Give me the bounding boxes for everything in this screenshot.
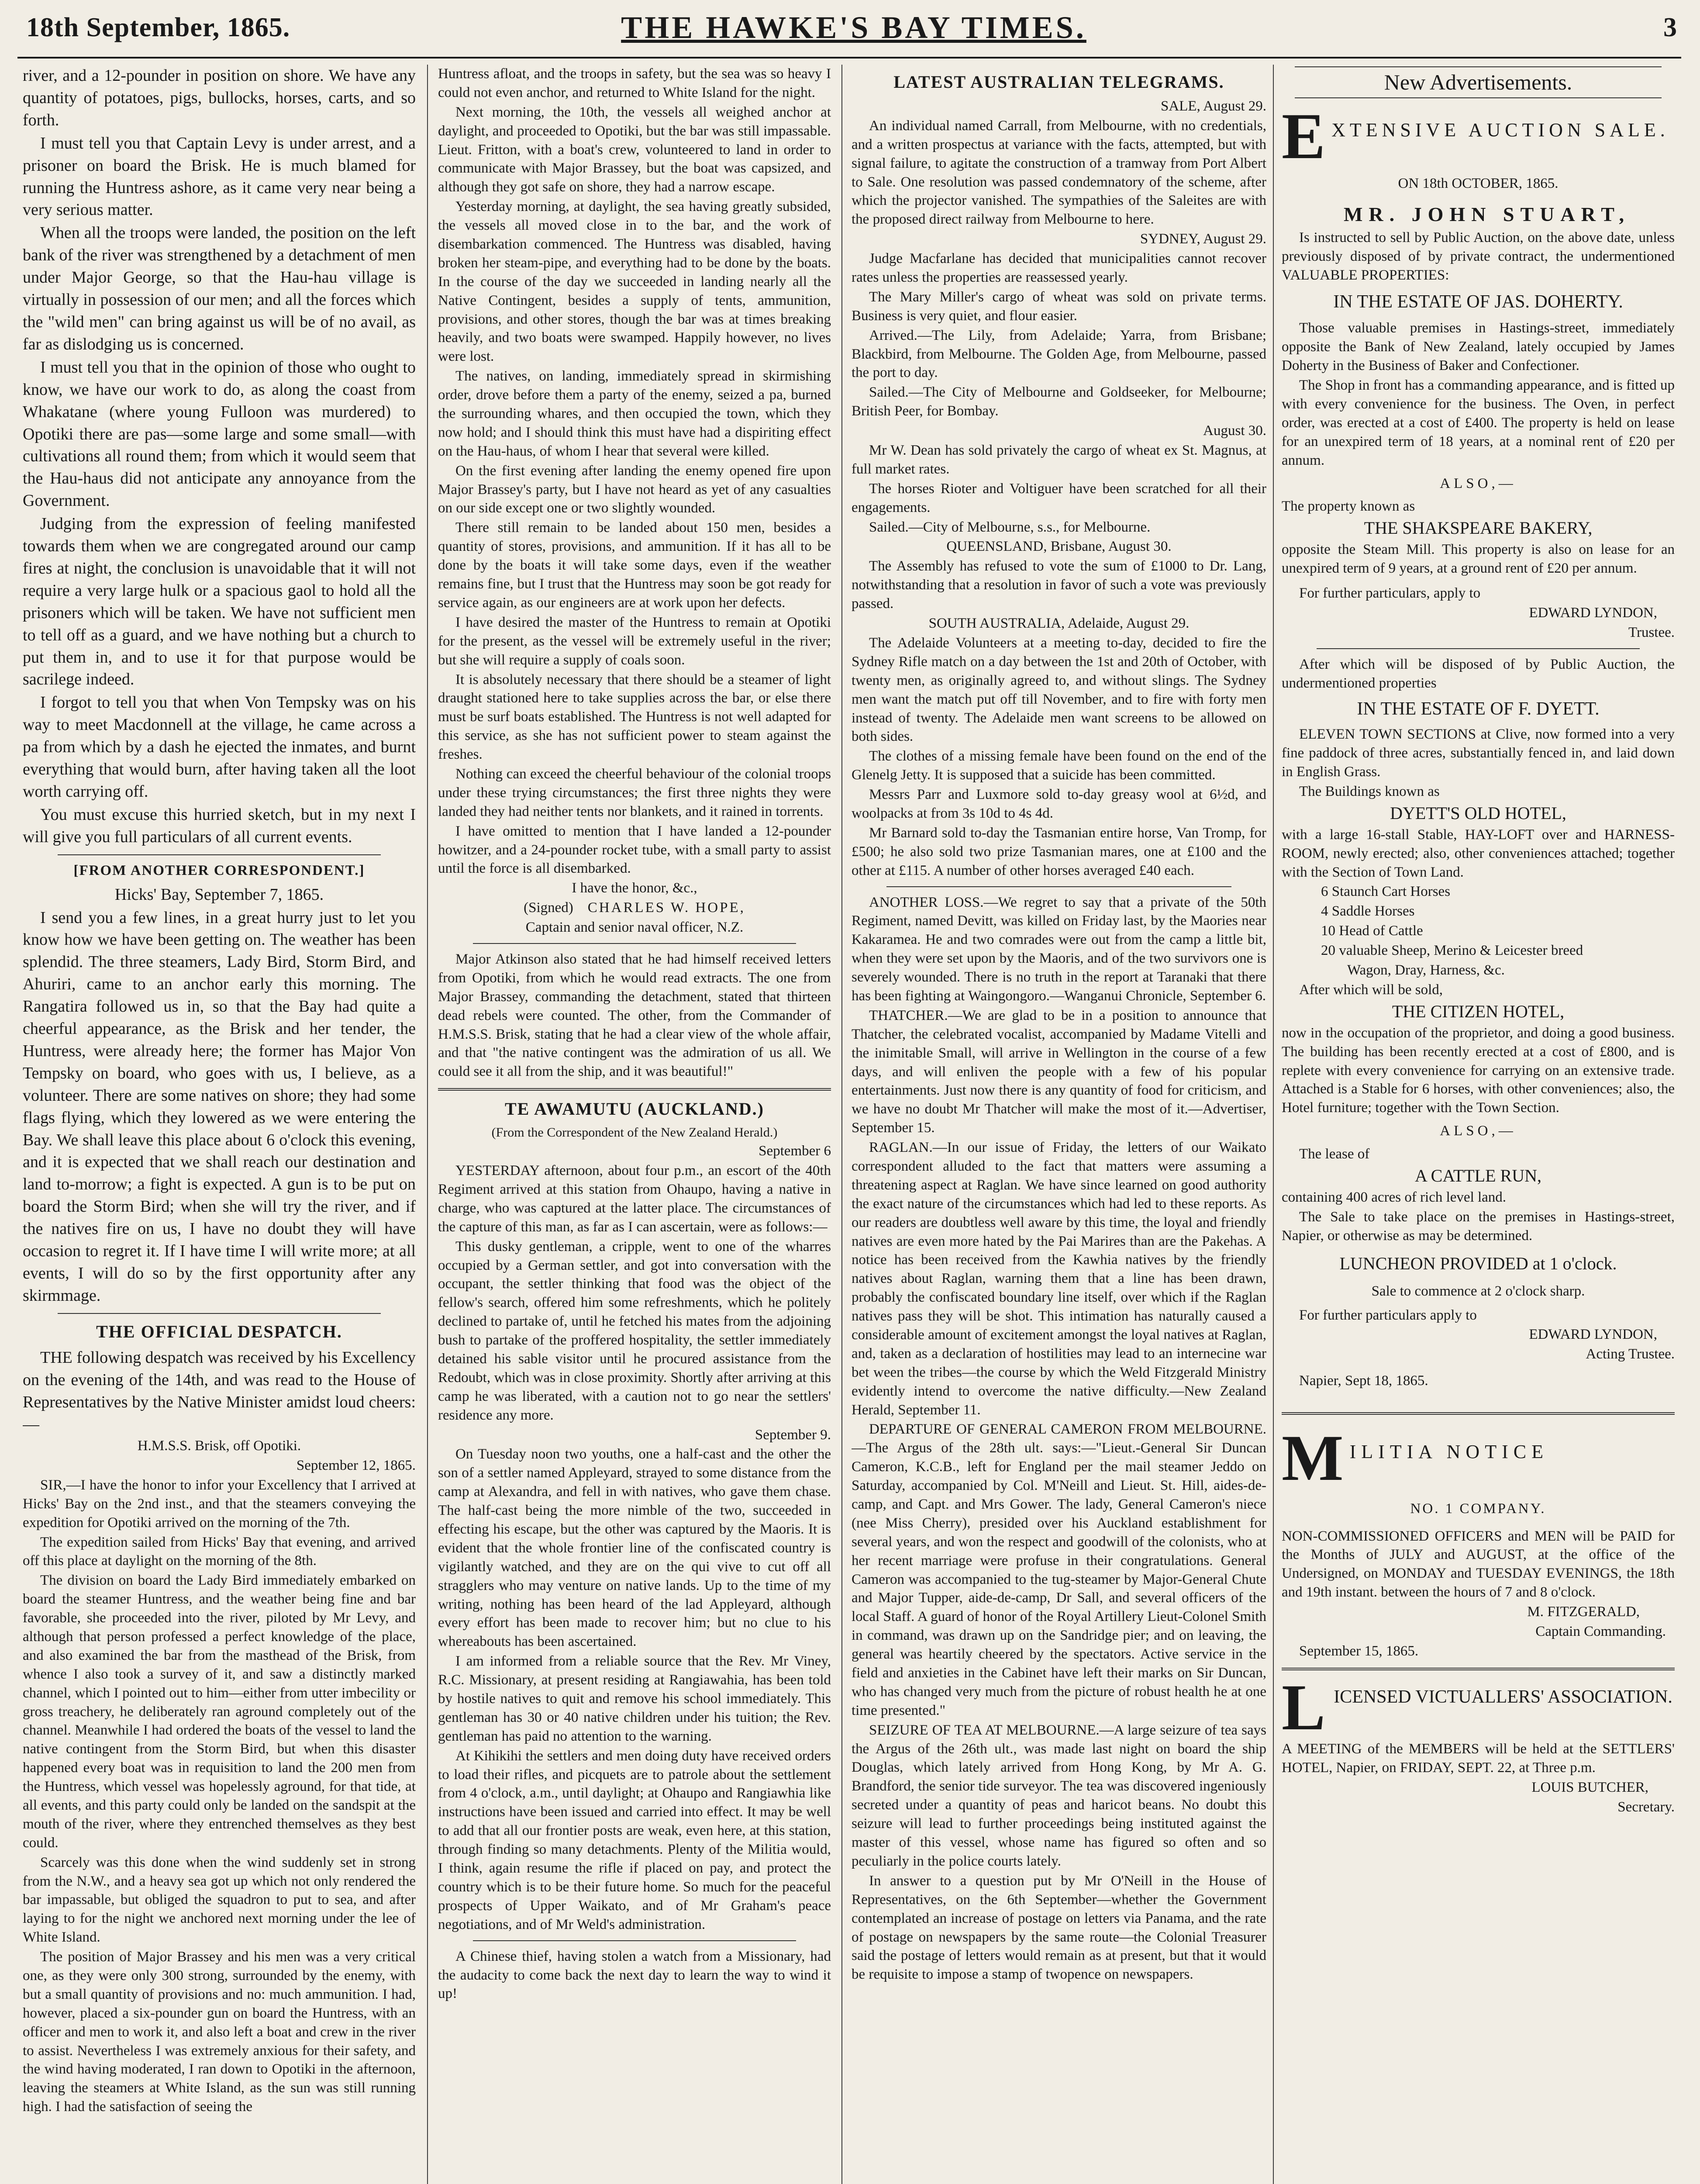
paragraph: with a large 16-stall Stable, HAY-LOFT over and HARNESS-ROOM, newly erected; also, other conveniences attached; together with the Section of Town Land. (1282, 826, 1675, 880)
sale-time: Sale to commence at 2 o'clock sharp. (1371, 1283, 1585, 1299)
paragraph: The position of Major Brassey and his men was a very critical one, as they were only 300 strong, surrounded by the enemy, with but a small quantity of provisions and no: much ammunition. I had, however, placed a six-pounder gun on board the Huntress, with an officer and men to work it, and also left a boat and crew in the river to assist. Nevertheless I was extremely anxious for their safety, and the wind having moderated, I ran down to Opotiki in the afternoon, leaving the steamers at White Island, as the sun was still running high. I had the satisfaction of seeing the (23, 1949, 416, 2115)
paragraph: I am informed from a reliable source that the Rev. Mr Viney, R.C. Missionary, at present residing at Rangiawahia, has been told by hostile natives to quit and remove his school immediately. This gentleman has 30 or 40 native children under his tuition; the Rev. gentleman has paid no attention to the warning. (438, 1653, 831, 1744)
paragraph: Mr Barnard sold to-day the Tasmanian entire horse, Van Tromp, for £500; he also sold two prize Tasmanian mares, one at £100 and the other at £115. A number of other horses averaged £40 each. (852, 825, 1266, 878)
militia-ad-title (1282, 1428, 1675, 1486)
ad-title: ICENSED VICTUALLERS' ASSOCIATION. (1334, 1686, 1672, 1707)
agent-name: EDWARD LYNDON, (1529, 605, 1657, 621)
paragraph: After which will be sold, (1299, 981, 1443, 998)
company-name: NO. 1 COMPANY. (1410, 1500, 1546, 1517)
dateline: Hicks' Bay, September 7, 1865. (114, 885, 324, 904)
column-divider (1273, 65, 1274, 2184)
paragraph: I must tell you that in the opinion of those who ought to know, we have our work to do, as along the coast from Whakatane (where young Fulloon was murdered) to Opotiki there are pas—some large and some small—with cultivations all round them; from which it would seem that the Hau-haus did not anticipate any annoyance from the Government. (23, 358, 416, 510)
paragraph: This dusky gentleman, a cripple, went to one of the wharres occupied by a German settler, and got into conversation with the occupant, the settler thinking that food was the object of the fellow's search, offered him some refreshments, which he politely declined to partake of, until he fetched his mates from the adjoining bush to partake of the proffered hospitality, the settler immediately detained his sable visitor until he procured assistance from the Redoubt, which was in close proximity. Shortly after arriving at this camp he was liberated, with a caution not to go near the settlers' residence any more. (438, 1238, 831, 1423)
column-3 (852, 65, 1266, 2184)
column-1 (23, 65, 416, 2184)
signature-line (438, 898, 831, 917)
sign-closing: I have the honor, &c., (572, 880, 697, 896)
dateline: SALE, August 29. (1160, 98, 1266, 114)
paragraph: The Assembly has refused to vote the sum of £1000 to Dr. Lang, notwithstanding that a resolution in favor of such a vote was previously passed. (852, 558, 1266, 612)
drop-cap: E (1282, 106, 1326, 165)
paragraph: I have omitted to mention that I have landed a 12-pounder howitzer, and a 24-pounder rocket tube, with a small party to assist until the force is all disembarked. (438, 823, 831, 877)
agent-role: Acting Trustee. (1586, 1346, 1675, 1362)
page-number: 3 (1663, 13, 1677, 42)
divider (1317, 648, 1640, 649)
paragraph: The division on board the Lady Bird immediately embarked on board the steamer Huntress, and the weather being fine and bar favorable, she proceeded into the river, piloted by Mr Levy, and although that person professed a perfect knowledge of the place, and also examined the bar from the masthead of the Brisk, from whence I also took a survey of it, and saw a distinctly marked channel, which I pointed out to him—either from utter imbecility or gross treachery, he deliberately ran aground completely out of the channel. Meanwhile I had ordered the boats of the vessel to land the native contingent from the Storm Bird, but when this disaster happened every boat was in requisition to land the 200 men from the Huntress, which vessel was hopelessly aground, for that tide, at all events, and this party could only be landed on the sandspit at the mouth of the river, where they entrenched themselves as they best could. (23, 1572, 416, 1851)
dateline: September 6 (759, 1143, 831, 1159)
paragraph: ANOTHER LOSS.—We regret to say that a private of the 50th Regiment, named Devitt, was killed on Friday last, by the Maories near Kakaramea. He and two comrades were out from the camp a little bit, when they were set upon by the Maoris, and of the two survivors one is severely wounded. There is no truth in the report at Taranaki that there has been fighting at Waingongoro.—Wanganui Chronicle, September 6. (852, 894, 1266, 1004)
section-heading: TE AWAMUTU (AUCKLAND.) (504, 1099, 765, 1119)
signed-label: (Signed) (524, 900, 573, 916)
paragraph: The Sale to take place on the premises in Hastings-street, Napier, or otherwise as may be determined. (1282, 1209, 1675, 1244)
signatory-rank: Captain and senior naval officer, N.Z. (525, 919, 744, 936)
lva-ad-title (1282, 1677, 1675, 1736)
stock-item: 4 Saddle Horses (1321, 903, 1415, 919)
divider (58, 854, 381, 855)
paragraph: The Buildings known as (1299, 783, 1440, 799)
column-4-advertisements (1282, 65, 1675, 2184)
masthead-rule (17, 57, 1681, 59)
paragraph: SEIZURE OF TEA AT MELBOURNE.—A large seizure of tea says the Argus of the 26th ult., was made last night on board the ship Douglas, which lately arrived from Hong Kong, by Mr A. G. Brandford, the senior tide surveyor. The tea was discovered ingeniously secreted under a quantity of peas and haricot beans. No doubt this seizure will lead to further proceedings being instituted against the master of this vessel, whose name has figured so often and so peculiarly in the police courts lately. (852, 1722, 1266, 1869)
secretary-name: LOUIS BUTCHER, (1531, 1780, 1648, 1796)
paragraph: containing 400 acres of rich level land. (1282, 1189, 1507, 1205)
double-divider (438, 1088, 831, 1091)
officer-name: M. FITZGERALD, (1527, 1604, 1640, 1620)
paragraph: I send you a few lines, in a great hurry just to let you know how we have been getting on. The weather has been splendid. The three steamers, Lady Bird, Storm Bird, and Ahuriri, came to an anchor early this morning. The Rangatira followed us in, so that the Bay had quite a cheerful appearance, as the Brisk and her tender, the Huntress, were already here; the former has Major Von Tempsky on board, who goes with us, I believe, as a volunteer. There are some natives on shore; they had some flags flying, which they lowered as we were entering the Bay. We shall leave this place about 6 o'clock this evening, and it is expected that we shall reach our destination and land to-morrow; a fight is expected. A gun is to be put on board the Storm Bird; when she will try the river, and if the natives fire on us, I have no doubt they will have occasion to regret it. If I have time I will write more; at all events, I will do so by the first opportunity after any skirmmage. (23, 908, 416, 1305)
stock-item: 10 Head of Cattle (1321, 923, 1423, 939)
paragraph: The lease of (1299, 1146, 1370, 1162)
auction-date: ON 18th OCTOBER, 1865. (1398, 175, 1559, 191)
also-label: ALSO,— (1440, 1123, 1517, 1139)
paragraph: In answer to a question put by Mr O'Neill in the House of Representatives, on the 6th September—whether the Government contemplated an increase of postage on letters via Panama, and the rate of postage on newspapers by the same route—the Colonial Treasurer said the postage of letters would remain as at present, but that it would be requisite to impose a stamp of twopence on newspapers. (852, 1873, 1266, 1983)
paragraph: A Chinese thief, having stolen a watch from a Missionary, had the audacity to come back the next day to learn the way to wind it up! (438, 1948, 831, 2002)
paragraph: opposite the Steam Mill. This property is also on lease for an unexpired term of 9 years, at a ground rent of £20 per annum. (1282, 542, 1675, 577)
paragraph: Judging from the expression of feeling manifested towards them when we are congregated around our camp fires at night, the conclusion is unavoidable that it will not require a very large hulk or a spacious gaol to hold all the prisoners which will be taken. We have not sufficient men to tell off as a guard, and we have nothing but a church to put them in, and to use it for that purpose would be sacrilege indeed. (23, 515, 416, 689)
agent-role: Trustee. (1628, 624, 1675, 640)
estate-heading: IN THE ESTATE OF F. DYETT. (1357, 698, 1600, 719)
paragraph: Scarcely was this done when the wind suddenly set in strong from the N.W., and a heavy sea got up which not only rendered the bar impassable, but obliged the squadron to put to sea, and after laying to for the night we anchored next morning under the lee of White Island. (23, 1854, 416, 1946)
despatch-from: H.M.S.S. Brisk, off Opotiki. (137, 1438, 301, 1454)
drop-cap: M (1282, 1428, 1344, 1486)
column-2 (438, 65, 831, 2184)
paragraph: now in the occupation of the proprietor, and doing a good business. The building has been recently erected at a cost of £800, and is replete with every convenience for carrying on an extensive trade. Attached is a Stable for 6 horses, with other conveniences; also, the Hotel furniture; together with the Town Section. (1282, 1025, 1675, 1116)
paragraph: I must tell you that Captain Levy is under arrest, and a prisoner on board the Brisk. He is much blamed for running the Huntress ashore, as it came very near being a very serious matter. (23, 134, 416, 219)
paragraph: A MEETING of the MEMBERS will be held at the SETTLERS' HOTEL, Napier, on FRIDAY, SEPT. 22, at Three p.m. (1282, 1741, 1675, 1776)
section-heading: THE OFFICIAL DESPATCH. (96, 1321, 342, 1341)
paragraph: On the first evening after landing the enemy opened fire upon Major Brassey's party, but I have not heard as yet of any casualties on our side except one or two slightly wounded. (438, 463, 831, 516)
dateline: September 9. (755, 1427, 831, 1443)
paragraph: The natives, on landing, immediately spread in skirmishing order, drove before them a party of the enemy, seized a pa, burned the surrounding whares, and then occupied the town, which they now hold; and I should think this must have had a dispiriting effect on the Hau-haus, of whom I hear that several were killed. (438, 368, 831, 459)
paragraph: Yesterday morning, at daylight, the sea having greatly subsided, the vessels all moved close in to the bar, and the work of disembarkation commenced. The Huntress was disabled, having broken her steam-pipe, and everything had to be done by the boats. In the course of the day we succeeded in landing nearly all the Native Contingent, besides a supply of tents, ammunition, provisions, and other stores, though the bar was at times breaking heavily, and two boats were swamped. Happily however, no lives were lost. (438, 199, 831, 365)
paragraph: NON-COMMISSIONED OFFICERS and MEN will be PAID for the Months of JULY and AUGUST, at the office of the Undersigned, on MONDAY and TUESDAY EVENINGS, the 18th and 19th instant. between the hours of 7 and 8 o'clock. (1282, 1528, 1675, 1600)
property-name: THE SHAKSPEARE BAKERY, (1364, 518, 1593, 538)
divider (886, 886, 1231, 887)
also-label: ALSO,— (1440, 475, 1517, 491)
paragraph: Nothing can exceed the cheerful behaviour of the colonial troops under these trying circumstances; the first three nights they were landed they had neither tents nor blankets, and it rained in torrents. (438, 766, 831, 819)
paragraph: I forgot to tell you that when Von Tempsky was on his way to meet Macdonnell at the village, he came across a pa from which by a dash he ejected the inmates, and burnt everything that would burn, after having taken all the loot worth carrying off. (23, 693, 416, 801)
paragraph: The clothes of a missing female have been found on the end of the Glenelg Jetty. It is supposed that a suicide has been committed. (852, 748, 1266, 783)
paragraph: Judge Macfarlane has decided that municipalities cannot recover rates unless the properties are reassessed yearly. (852, 251, 1266, 286)
paragraph: RAGLAN.—In our issue of Friday, the letters of our Waikato correspondent alluded to the fact that matters were assuming a threatening aspect at Raglan. We have since learned on good authority the exact nature of the circumstances which had led to these reports. As our readers are doubtless well aware by this time, the loyal and friendly natives are even more hated by the Pai Marires than are the Pakehas. A notice has been received from the Kawhia natives by the friendly natives about Raglan, warning them that a line has been drawn, probably the confiscated boundary line itself, over which if the Raglan natives pass they will be shot. This intimation has naturally caused a considerable amount of excitement amongst the loyal natives at Raglan, and, taken as a declaration of hostilities may lead to an internecine war bet ween the tribes—the course by which the Weld Fitzgerald Ministry evidently intend to overcome the native difficulty.—New Zealand Herald, September 11. (852, 1140, 1266, 1418)
ad-dateline: Napier, Sept 18, 1865. (1299, 1373, 1428, 1389)
paragraph: The expedition sailed from Hicks' Bay that evening, and arrived off this place at daylight on the morning of the 8th. (23, 1534, 416, 1569)
advertisements-header: New Advertisements. (1295, 66, 1662, 98)
dateline: SOUTH AUSTRALIA, Adelaide, August 29. (928, 615, 1190, 632)
dateline: August 30. (1203, 423, 1266, 439)
luncheon-notice: LUNCHEON PROVIDED at 1 o'clock. (1339, 1253, 1617, 1273)
paragraph: For further particulars apply to (1299, 1307, 1477, 1323)
column-divider (427, 65, 428, 2184)
paragraph: Those valuable premises in Hastings-street, immediately opposite the Bank of New Zealand, lately occupied by James Doherty in the Business of Baker and Confectioner. (1282, 320, 1675, 374)
ad-title: ILITIA NOTICE (1349, 1441, 1548, 1463)
ad-dateline: September 15, 1865. (1299, 1643, 1419, 1659)
source-line: (From the Correspondent of the New Zealand Herald.) (491, 1125, 778, 1140)
estate-heading: IN THE ESTATE OF JAS. DOHERTY. (1333, 291, 1623, 312)
officer-role: Captain Commanding. (1535, 1623, 1666, 1639)
paragraph: Arrived.—The Lily, from Adelaide; Yarra, from Brisbane; Blackbird, from Melbourne. The Golden Age, from Melbourne, passed the port to day. (852, 327, 1266, 381)
paragraph: You must excuse this hurried sketch, but in my next I will give you full particulars of all current events. (23, 805, 416, 846)
issue-date: 18th September, 1865. (26, 13, 290, 42)
property-name: A CATTLE RUN, (1415, 1166, 1541, 1185)
paragraph: The Mary Miller's cargo of wheat was sold on private terms. Business is very quiet, and flour easier. (852, 289, 1266, 324)
masthead (26, 10, 1681, 53)
paragraph: After which will be disposed of by Public Auction, the undermentioned properties (1282, 656, 1675, 691)
divider (58, 1313, 381, 1314)
paragraph: I have desired the master of the Huntress to remain at Opotiki for the present, as the vessel will be extremely useful in the river; but she will require a supply of coals soon. (438, 614, 831, 668)
auctioneer: MR. JOHN STUART, (1344, 203, 1630, 226)
ad-title: XTENSIVE AUCTION SALE. (1331, 119, 1669, 141)
paragraph: The Shop in front has a commanding appearance, and is fitted up with every convenience for the business. The Oven, in perfect order, was erected at a cost of £400. The property is held on lease for an unexpired term of 18 years, at a nominal rent of £20 per annum. (1282, 377, 1675, 468)
property-name: DYETT'S OLD HOTEL, (1390, 803, 1566, 823)
property-name: THE CITIZEN HOTEL, (1392, 1001, 1565, 1021)
paragraph: The Adelaide Volunteers at a meeting to-day, decided to fire the Sydney Rifle match on a day between the 1st and 20th of October, with twenty men, as originally agreed to, and without slings. The Sydney men want the match put off till November, and to fire with forty men instead of twenty. The Adelaide men want screens to be allowed on both sides. (852, 635, 1266, 745)
paragraph: Next morning, the 10th, the vessels all weighed anchor at daylight, and proceeded to Opotiki, but the bar was still impassable. Lieut. Fritton, with a boat's crew, volunteered to land in order to communicate with Major Brassey, but the boat was capsized, and although they got safe on shore, they had a narrow escape. (438, 104, 831, 195)
paragraph: ELEVEN TOWN SECTIONS at Clive, now formed into a very fine paddock of three acres, substantially fenced in, and laid down in English Grass. (1282, 726, 1675, 780)
paragraph: An individual named Carrall, from Melbourne, with no credentials, and a written prospectus at variance with the facts, attempted, but with signal failure, to agitate the construction of a tramway from Port Albert to Sale. One resolution was passed condemnatory of the scheme, after which the projector vanished. The sympathies of the Saleites are with the proposed direct railway from Melbourne to here. (852, 117, 1266, 228)
paragraph: Sailed.—The City of Melbourne and Goldseeker, for Melbourne; British Peer, for Bombay. (852, 384, 1266, 419)
paragraph: Major Atkinson also stated that he had himself received letters from Opotiki, from which he would read extracts. The one from Major Brassey, commanding the detachment, stated that thirteen dead rebels were counted. The other, from the Commander of H.M.S.S. Brisk, stating that he had a clear view of the whole affair, and that "the native contingent was the admiration of us all. We could see it all from the ship, and it was beautiful!" (438, 951, 831, 1080)
dateline: SYDNEY, August 29. (1140, 231, 1266, 247)
auction-ad-title (1282, 106, 1675, 165)
despatch-date: September 12, 1865. (296, 1457, 416, 1473)
paragraph: It is absolutely necessary that there should be a steamer of light draught stationed here to take supplies across the bar, or else there must be surf boats established. The Huntress is not well adapted for this service, as she has not sufficient power to steam against the freshes. (438, 671, 831, 763)
section-heading: LATEST AUSTRALIAN TELEGRAMS. (893, 72, 1224, 92)
stock-item: Wagon, Dray, Harness, &c. (1347, 962, 1505, 978)
paragraph: SIR,—I have the honor to infor your Excellency that I arrived at Hicks' Bay on the 2nd inst., and that the steamers conveying the expedition for Opotiki arrived on the morning of the 7th. (23, 1477, 416, 1531)
divider (473, 1940, 796, 1941)
drop-cap: L (1282, 1677, 1326, 1736)
secretary-role: Secretary. (1617, 1799, 1675, 1815)
paragraph: Huntress afloat, and the troops in safety, but the sea was so heavy I could not even anchor, and returned to White Island for the night. (438, 66, 831, 100)
stock-item: 6 Staunch Cart Horses (1321, 884, 1451, 900)
paragraph: There still remain to be landed about 150 men, besides a quantity of stores, provisions, and ammunition. If it has all to be done by the boats it will take some days, even if the weather remains fine, but I trust that the Huntress may soon be got ready for service again, as our engineers are at work upon her defects. (438, 520, 831, 611)
paragraph: THE following despatch was received by his Excellency on the evening of the 14th, and was read to the House of Representatives by the Native Minister amidst loud cheers:— (23, 1348, 416, 1434)
paragraph: Messrs Parr and Luxmore sold to-day greasy wool at 6½d, and woolpacks at from 3s 10d to 4s 4d. (852, 787, 1266, 821)
dateline: QUEENSLAND, Brisbane, August 30. (946, 539, 1172, 555)
paragraph: Is instructed to sell by Public Auction, on the above date, unless previously disposed of by private contract, the undermentioned VALUABLE PROPERTIES: (1282, 230, 1675, 283)
paragraph: Mr W. Dean has sold privately the cargo of wheat ex St. Magnus, at full market rates. (852, 442, 1266, 477)
paragraph: On Tuesday noon two youths, one a half-cast and the other the son of a settler named Appleyard, strayed to some distance from the camp at Alexandra, and fell in with natives, who gave them chase. The half-cast being the more nimble of the two, succeeded in effecting his escape, but the other was captured by the Maoris. It is evident that the whole frontier line of the confiscated country is vigilantly watched, and they are on the qui vive to cut off all stragglers who may venture on native lands. Up to the time of my writing, nothing has been heard of the lad Appleyard, although every effort has been made to recover him; but no clue to his whereabouts has been ascertained. (438, 1446, 831, 1650)
paragraph: river, and a 12-pounder in position on shore. We have any quantity of potatoes, pigs, bullocks, horses, carts, and so forth. (23, 66, 416, 129)
paragraph: At Kihikihi the settlers and men doing duty have received orders to load their rifles, and picquets are to patrole about the settlement from 4 o'clock, a.m., until daylight; at Ohaupo and Rangiawhia like instructions have been issued and carried into effect. It may be well to add that all our frontier posts are weak, even here, at this station, through finding so many detachments. Plenty of the Militia would, I think, again resume the rifle if placed on pay, and protect the country which is to be their future home. So much for the peaceful prospects of Upper Waikato, and of Mr Graham's peace negotiations, and of Mr Weld's administration. (438, 1748, 831, 1932)
paragraph: YESTERDAY afternoon, about four p.m., an escort of the 40th Regiment arrived at this station from Ohaupo, having a native in charge, who was captured at the latter place. The circumstances of the capture of this man, as far as I can ascertain, were as follows:— (438, 1163, 831, 1235)
signatory: CHARLES W. HOPE, (587, 900, 745, 916)
newspaper-title: THE HAWKE'S BAY TIMES. (621, 10, 1086, 45)
paragraph: When all the troops were landed, the position on the left bank of the river was strengthened by a detachment of men under Major George, so that the Hau-hau village is virtually in possession of our men; and all the forces which the "wild men" can bring against us will be of no avail, as far as dislodging us is concerned. (23, 224, 416, 353)
paragraph: Sailed.—City of Melbourne, s.s., for Melbourne. (869, 519, 1151, 535)
column-divider (841, 65, 842, 2184)
paragraph: The property known as (1282, 498, 1415, 515)
correspondent-heading: [FROM ANOTHER CORRESPONDENT.] (73, 862, 365, 878)
divider (473, 943, 796, 944)
paragraph: THATCHER.—We are glad to be in a position to announce that Thatcher, the celebrated vocalist, accompanied by Madame Vitelli and the inimitable Small, will arrive in Wellington in the course of a few days, and will enliven the people with a few of his popular entertainments. Just now there is any quantity of food for criticism, and we have no doubt Mr Thatcher will make the most of it.—Advertiser, September 15. (852, 1007, 1266, 1136)
paragraph: The horses Rioter and Voltiguer have been scratched for all their engagements. (852, 480, 1266, 515)
paragraph: DEPARTURE OF GENERAL CAMERON FROM MELBOURNE.—The Argus of the 28th ult. says:—"Lieut.-General Sir Duncan Cameron, K.C.B., left for England per the mail steamer Jeddo on Saturday, accompanied by Col. M'Neill and Lieut. St. Hill, aides-de-camp, and Capt. and Mrs Gower. The lady, General Cameron's niece (nee Miss Cherry), presided over his Auckland establishment for several years, and won the respect and goodwill of the colonists, who at her recent marriage were profuse in their congratulations. General Cameron was accompanied to the tug-steamer by Major-General Chute and Major Tupper, aide-de-camp, Dr Sall, and several officers of the local Staff. A guard of honor of the Royal Artillery Lieut-Colonel Smith in command, was drawn up on the Sandridge pier; and on leaving, the general was heartily cheered by the spectators. Active service in the field and anxieties in the Cabinet have left their marks on Sir Duncan, who has changed very much from the picture of robust health he at one time presented." (852, 1421, 1266, 1718)
agent-name: EDWARD LYNDON, (1529, 1327, 1657, 1343)
paragraph: For further particulars, apply to (1299, 585, 1481, 601)
double-divider (1282, 1668, 1675, 1670)
stock-item: 20 valuable Sheep, Merino & Leicester breed (1321, 943, 1583, 959)
double-divider (1282, 1412, 1675, 1415)
